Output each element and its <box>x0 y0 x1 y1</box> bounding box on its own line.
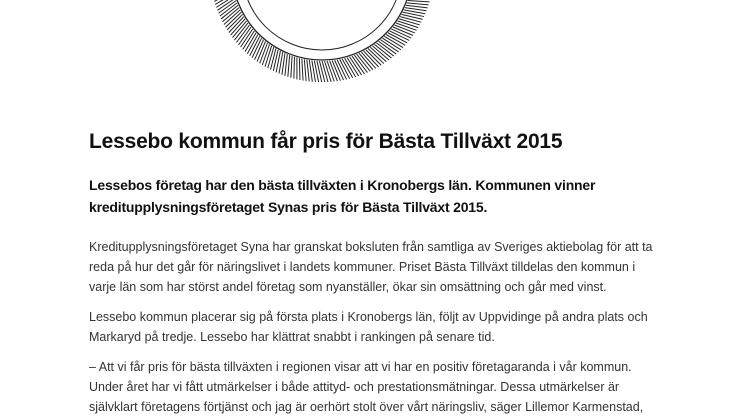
seal-tick <box>350 57 362 75</box>
seal-tick <box>354 55 367 73</box>
seal-tick <box>285 54 287 76</box>
seal-tick <box>226 12 242 27</box>
seal-tick <box>377 43 394 56</box>
seal-tick <box>400 17 421 23</box>
seal-tick <box>374 44 391 58</box>
seal-tick <box>319 61 324 82</box>
seal-tick <box>307 60 309 82</box>
seal-tick <box>352 56 365 74</box>
seal-tick <box>361 52 375 68</box>
seal-tick <box>219 1 237 14</box>
seal-tick <box>380 40 398 52</box>
seal-tick <box>268 47 274 68</box>
seal-tick <box>406 5 428 8</box>
seal-tick <box>357 54 371 71</box>
seal-tick <box>382 38 400 50</box>
seal-tick <box>368 48 384 63</box>
article-title: Lessebo kommun får pris för Bästa Tillväxt 2015 <box>89 130 563 153</box>
seal-tick <box>364 51 379 67</box>
seal-tick <box>302 59 303 81</box>
seal-tick <box>291 56 292 78</box>
article <box>89 126 654 417</box>
seal-tick <box>370 47 386 62</box>
seal-tick <box>359 53 373 70</box>
seal-tick <box>243 31 255 50</box>
seal-tick <box>222 8 239 22</box>
seal-tick <box>379 41 397 54</box>
seal-tick <box>231 19 246 35</box>
seal-tick <box>347 57 359 76</box>
seal-tick <box>233 21 247 38</box>
seal-tick <box>407 3 429 5</box>
award-seal-icon <box>0 0 746 100</box>
seal-tick <box>236 25 249 42</box>
article-paragraph: – Att vi får pris för bästa tillväxten i regionen visar att vi har en positiv företagaranda i vår kommun. Under året har vi fått utmärkelser i både attityd- och prestationsmätningar. Dessa utmärkelser är självklart företagens förtjänst och jag är oerhört stolt över vårt näringsliv, säger Lillemor Karmenstad, <box>89 360 644 414</box>
seal-tick <box>221 5 238 19</box>
seal-tick <box>224 10 240 25</box>
seal-tick <box>220 3 237 16</box>
seal-tick <box>270 48 275 69</box>
article-paragraph: Kreditupplysningsföretaget Syna har granskat boksluten från samtliga av Sveriges aktiebolag för att ta reda på hur det går för näringslivet i landets kommuner. Priset Bästa Tillväxt tilldelas den kommun i varje län som har störst andel företag som nyanställer, ökar sin omsättning och går med vinst. <box>89 240 653 294</box>
article-lead: Lessebos företag har den bästa tillväxten i Kronobergs län. Kommunen vinner kreditupplysningsföretaget Synas pris för Bästa Tillväxt 2015. <box>89 177 596 215</box>
seal-tick <box>372 46 389 60</box>
seal-tick <box>234 23 248 40</box>
seal-tick <box>288 55 290 77</box>
seal-tick <box>408 1 430 2</box>
seal-tick <box>304 59 306 81</box>
seal-tick <box>227 14 242 29</box>
seal-tick <box>238 27 251 45</box>
article-paragraph: Lessebo kommun placerar sig på första plats i Kronobergs län, följt av Uppvidinge på andra plats och Markaryd på tredje. Lessebo har klättrat snabbt i rankingen på senare tid. <box>89 310 648 344</box>
seal-tick <box>241 29 253 47</box>
seal-tick <box>299 58 300 80</box>
seal-tick <box>366 50 381 66</box>
seal-tick <box>229 17 244 33</box>
seal-tick <box>322 61 328 82</box>
article-body <box>89 237 654 417</box>
seal-tick <box>294 57 295 79</box>
